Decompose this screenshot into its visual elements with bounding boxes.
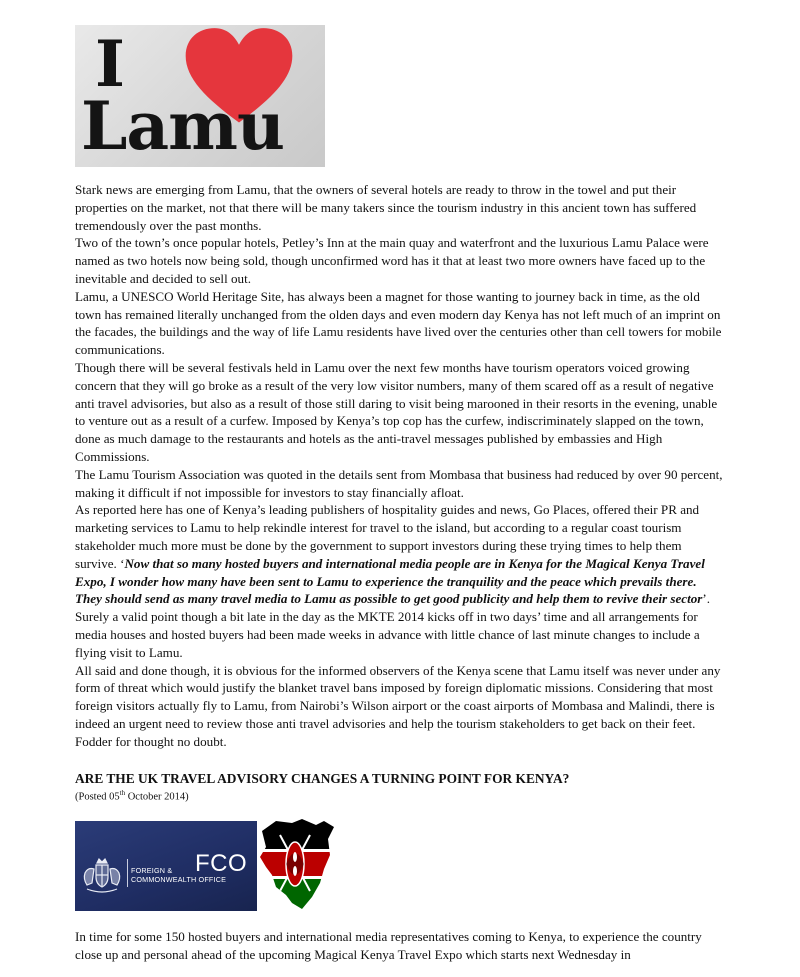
paragraph-text: ’. Surely a valid point though a bit late in the day as the MKTE 2014 kicks off in two days’ time and all arrangements for media houses and hosted buyers had been made weeks in advance with little chance of last minute changes to include a flying visit to Lamu. [75, 591, 711, 660]
logo-separator [127, 859, 128, 887]
i-love-lamu-image [75, 25, 325, 167]
posted-prefix: (Posted 05 [75, 791, 120, 802]
posted-sup: th [119, 788, 126, 797]
fco-logo [75, 821, 257, 911]
kenya-flag-map-icon [258, 817, 338, 912]
article-paragraph: Though there will be several festivals held in Lamu over the next few months have tourism operators voiced growing concern that they will go broke as a result of the very low visitor numbers, many of them scared off as a result of negative anti travel advisories, but also as a result of those still daring to visit being marooned in their resorts in the evening, unable to venture out as a result of a curfew. Imposed by Kenya’s top cop has the curfew, indiscriminately slapped on the town, done as much damage to the restaurants and hotels as the anti-travel messages published by embassies and High Commissions. [75, 359, 718, 464]
document-page [75, 25, 725, 977]
royal-crest-icon [79, 851, 125, 895]
article-paragraph-with-quote [75, 501, 725, 661]
article-body [75, 181, 725, 751]
fco-abbreviation: FCO [195, 850, 248, 877]
article-paragraph: All said and done though, it is obvious for the informed observers of the Kenya scene that Lamu itself was never under any form of threat which would justify the blanket travel bans imposed by foreign diplomatic missions. Considering that most foreign visitors actually fly to Lamu, from Nairobi’s Wilson airport or the coast airports of Mombasa and Malindi, there is indeed an urgent need to review those anti travel advisories and help the tourism stakeholders to get back on their feet. Fodder for thought no doubt. [75, 662, 721, 749]
stakeholder-quote: Now that so many hosted buyers and international media people are in Kenya for the Magical Kenya Travel Expo, I wonder how many have been sent to Lamu to experience the tranquility and the peace which prevails there. They should send as many travel media to Lamu as possible to get good publicity and help them to revive their sector [75, 555, 705, 607]
paragraph-text: As reported here has one of Kenya’s leading publishers of hospitality guides and news, Go Places, offered their PR and marketing services to Lamu to help rekindle interest for travel to the island, but according to a regular coast tourism stakeholder much more must be done by the government to support investors during these trying times to help them survive. ‘ [75, 502, 700, 571]
fco-org-line2: COMMONWEALTH OFFICE [131, 875, 227, 884]
article-paragraph: Two of the town’s once popular hotels, Petley’s Inn at the main quay and waterfront and the luxurious Lamu Palace were named as two hotels now being sold, though unconfirmed word has it that at least two more owners have faced up to the inevitable and decided to sell out. [75, 235, 709, 286]
fco-org-line1: FOREIGN & [131, 866, 173, 875]
posted-date [75, 787, 725, 804]
section-heading: ARE THE UK TRAVEL ADVISORY CHANGES A TURNING POINT FOR KENYA? [75, 770, 570, 786]
hero-letter-i: I [95, 27, 125, 102]
hero-word-lamu: Lamu [81, 87, 284, 165]
article-paragraph: The Lamu Tourism Association was quoted in the details sent from Mombasa that business had reduced by over 90 percent, making it difficult if not impossible for investors to stay financially afloat. [75, 466, 723, 500]
section-images [75, 817, 725, 912]
posted-suffix: October 2014) [125, 791, 189, 802]
article-paragraph: Stark news are emerging from Lamu, that the owners of several hotels are ready to throw in the towel and put their properties on the market, not that there will be many takers since the tourism industry in this ancient town has suffered tremendously over the past months. [75, 182, 697, 233]
article-paragraph: Lamu, a UNESCO World Heritage Site, has always been a magnet for those wanting to journey back in time, as the old town has remained literally unchanged from the olden days and even modern day Kenya has not left much of an imprint on the facades, the buildings and the way of life Lamu residents have lived over the centuries other than cell towers for mobile communications. [75, 288, 722, 358]
section-intro-paragraph: In time for some 150 hosted buyers and international media representatives coming to Kenya, to experience the country close up and personal ahead of the upcoming Magical Kenya Travel Expo which starts next Wednesday in [75, 929, 702, 962]
